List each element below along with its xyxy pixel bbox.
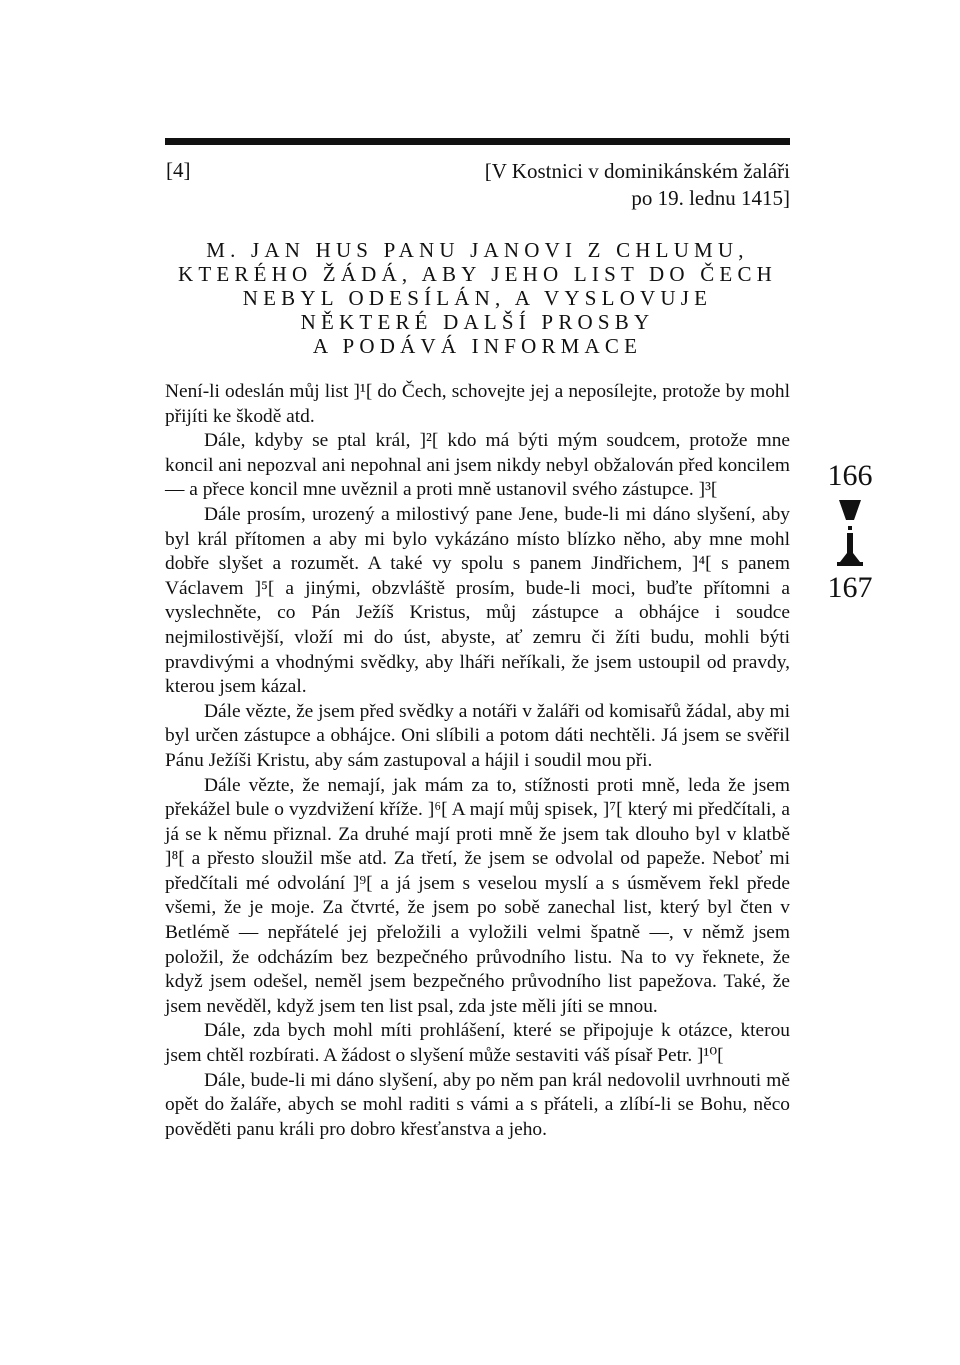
place-date-heading: [485, 158, 790, 212]
paragraph: Dále, bude-li mi dáno slyšení, aby po něm pan král nedovolil uvrhnouti mě opět do žaláře, abych se mohl raditi s vámi a s přáteli, a zlíbí-li se Bohu, něco pověděti panu králi pro dobro křesťanstva a jeho.: [165, 1069, 790, 1140]
margin-page-top: 166: [827, 459, 873, 492]
margin-page-marker: [818, 460, 882, 604]
letter-body: [165, 380, 790, 1142]
paragraph: Dále, zda bych mohl míti prohlášení, které se připojuje k otázce, kterou jsem chtěl rozbírati. A žádost o slyšení může sestaviti váš písař Petr. ]¹⁰[: [165, 1020, 790, 1067]
paragraph: Dále vězte, že nemají, jak mám za to, stížnosti proti mně, leda že jsem překážel bule o vyzdvižení kříže. ]⁶[ A mají můj spisek, ]⁷[ který mi předčítali, a já se k němu přiznal. Za druhé mají proti mně že jsem tak dlouho byl v klatbě ]⁸[ a přesto sloužil mše atd. Za třetí, že jsem se odvolal od papeže. Neboť mi předčítali mé odvolání ]⁹[ a já jsem s veselou myslí a s úsměvem řekl přede všemi, že je moje. Za čtvrté, že jsem po sobě zanechal list, který byl čten v Betlémě — nepřátelé jej přeložili a vyložili velmi špatně —, v němž jsem položil, že odcházím bez bezpečného průvodního listu. Na to vy řeknete, že když jsem odešel, neměl jsem bezpečného průvodního list papežova. Také, že jsem nevěděl, když jsem ten list psal, zda jste měli jíti se mnou.: [165, 774, 790, 1017]
title-line: KTERÉHO ŽÁDÁ, ABY JEHO LIST DO ČECH: [177, 262, 778, 286]
date-line: po 19. lednu 1415]: [631, 186, 790, 210]
paragraph: Dále, kdyby se ptal král, ]²[ kdo má býti mým soudcem, protože mne koncil ani nepozval ani nepohnal ani jsem nikdy nebyl obžalován před koncilem — a přece koncil mne uvěznil a proti mně ustanovil svého zástupce. ]³[: [165, 430, 790, 501]
top-rule: [165, 138, 790, 145]
paragraph: Dále vězte, že jsem před svědky a notáři v žaláři od komisařů žádal, aby mi byl určen zástupce a obhájce. Oni slíbili a potom dáti nechtěli. Já jsem se svěřil Pánu Ježíši Kristu, aby sám zastupoval a hájil i soudil mou při.: [165, 700, 790, 771]
chalice-icon: [835, 498, 865, 568]
title-line: A PODÁVÁ INFORMACE: [312, 334, 643, 358]
paragraph: Dále prosím, urozený a milostivý pane Jene, bude-li mi dáno slyšení, aby byl král přítomen a aby mi bylo vykázáno místo blízko něho, aby mne mohl dobře slyšet a rozumět. A také vy spolu s panem Jindřichem, ]⁴[ s panem Václavem ]⁵[ a jinými, obzvláště prosím, bude-li moci, buďte přítomni a vyslechněte, co Pán Ježíš Kristus, můj zástupce a obhájce i soudce nejmilostivější, vloží mi do úst, abyste, ať zemru či žíti budu, mohli býti pravdivými a vhodnými svědky, aby lháři neříkali, že jsem ustoupil od pravdy, kterou jsem kázal.: [165, 503, 790, 698]
place-line: [V Kostnici v dominikánském žaláři: [484, 159, 790, 183]
title-line: NEBYL ODESÍLÁN, A VYSLOVUJE: [242, 286, 713, 310]
letter-title: [165, 238, 790, 358]
title-line: NĚKTERÉ DALŠÍ PROSBY: [300, 310, 655, 334]
margin-page-bottom: 167: [827, 571, 873, 604]
paragraph: Není-li odeslán můj list ]¹[ do Čech, schovejte jej a neposílejte, protože by mohl přijíti ke škodě atd.: [165, 381, 790, 427]
document-number: [4]: [166, 158, 191, 182]
title-line: M. JAN HUS PANU JANOVI Z CHLUMU,: [206, 238, 749, 262]
